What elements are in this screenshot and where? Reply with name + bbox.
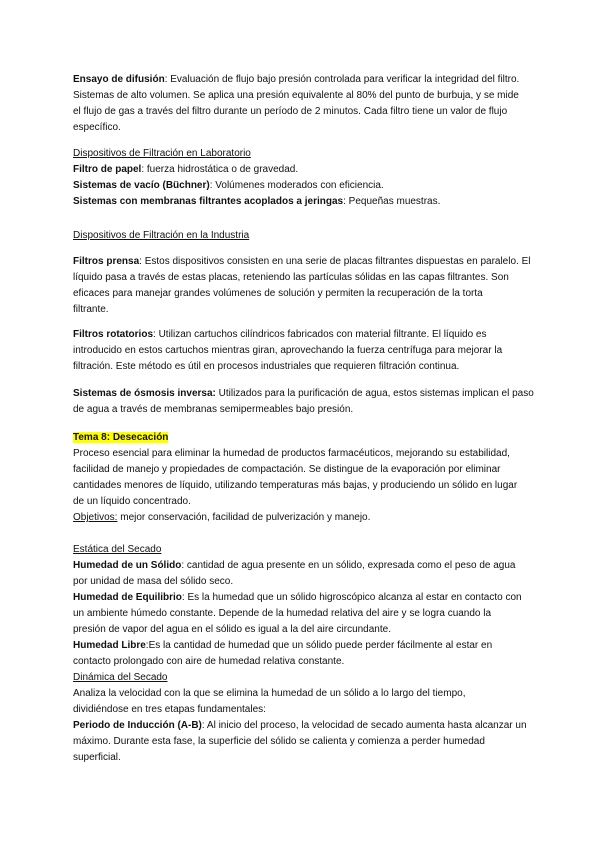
industry-section — [73, 228, 528, 244]
text-line: : cantidad de agua presente en un sólido, expresada como el peso de agua — [181, 560, 516, 571]
item-title: Filtro de papel — [73, 164, 142, 175]
text-line: : Es la humedad que un sólido higroscópico alcanza al estar en contacto con — [181, 592, 522, 603]
text-line: : fuerza hidrostática o de gravedad. — [141, 164, 299, 175]
text-line: : Volúmenes moderados con eficiencia. — [209, 180, 384, 191]
rotary-filters-paragraph — [73, 327, 528, 375]
objectives-label: Objetivos: — [73, 512, 118, 523]
text-line: específico. — [73, 122, 121, 133]
section-heading: Estática del Secado — [73, 544, 162, 555]
section-heading: Dispositivos de Filtración en Laboratorio — [73, 148, 251, 159]
section-heading: Dispositivos de Filtración en la Industria — [73, 230, 250, 241]
text-line: filtrante. — [73, 304, 109, 315]
text-line: máximo. Durante esta fase, la superficie del sólido se calienta y comienza a perder humedad — [73, 736, 485, 747]
text-line: de un líquido concentrado. — [73, 496, 191, 507]
text-line: facilidad de manejo y propiedades de compactación. Se distingue de la evaporación por eliminar — [73, 464, 501, 475]
text-line: filtración. Este método es útil en procesos industriales que requieren filtración continua. — [73, 361, 460, 372]
item-title: Sistemas de ósmosis inversa: — [73, 388, 216, 399]
statics-section — [73, 542, 528, 766]
text-line: Utilizados para la purificación de agua, estos sistemas implican el paso — [215, 388, 534, 399]
tema8-section — [73, 430, 528, 526]
reverse-osmosis-paragraph — [73, 386, 534, 418]
text-line: introducido en estos cartuchos mientras giran, aprovechando la fuerza centrífuga para mejorar la — [73, 345, 503, 356]
item-title: Periodo de Inducción (A-B) — [73, 720, 202, 731]
text-line: un ambiente húmedo constante. Depende de la humedad relativa del aire y se logra cuando la — [73, 608, 492, 619]
text-line: Proceso esencial para eliminar la humedad de productos farmacéuticos, mejorando su estabilidad, — [73, 448, 510, 459]
section-heading: Dinámica del Secado — [73, 672, 168, 683]
text-line: por unidad de masa del sólido seco. — [73, 576, 234, 587]
item-title: Humedad de Equilibrio — [73, 592, 182, 603]
text-line: : Utilizan cartuchos cilíndricos fabricados con material filtrante. El líquido es — [153, 329, 487, 340]
tema8-title: Tema 8: Desecación — [73, 432, 169, 443]
text-line: Analiza la velocidad con la que se elimina la humedad de un sólido a lo largo del tiempo, — [73, 688, 466, 699]
text-line: dividiéndose en tres etapas fundamentales: — [73, 704, 266, 715]
text-line: el flujo de gas a través del filtro durante un período de 2 minutos. Cada filtro tiene un valor de flujo — [73, 106, 508, 117]
text-line: : Evaluación de flujo bajo presión controlada para verificar la integridad del filtro. — [164, 74, 520, 85]
text-line: : Estos dispositivos consisten en una serie de placas filtrantes dispuestas en paralelo. El — [139, 256, 531, 267]
text-line: presión de vapor del agua en el sólido es igual a la del aire circundante. — [73, 624, 391, 635]
press-filters-paragraph — [73, 254, 531, 318]
diffusion-title: Ensayo de difusión — [73, 74, 165, 85]
text-line: eficaces para manejar grandes volúmenes de solución y permiten la recuperación de la torta — [73, 288, 483, 299]
text-line: contacto prolongado con aire de humedad relativa constante. — [73, 656, 345, 667]
item-title: Humedad de un Sólido — [73, 560, 182, 571]
diffusion-paragraph — [73, 72, 528, 136]
item-title: Sistemas de vacío (Büchner) — [73, 180, 210, 191]
item-title: Filtros prensa — [73, 256, 140, 267]
item-title: Sistemas con membranas filtrantes acoplados a jeringas — [73, 196, 344, 207]
text-line: de agua a través de membranas semipermeables bajo presión. — [73, 404, 354, 415]
text-line: Sistemas de alto volumen. Se aplica una presión equivalente al 80% del punto de burbuja, y se mide — [73, 90, 519, 101]
text-line: : Pequeñas muestras. — [343, 196, 441, 207]
text-line: mejor conservación, facilidad de pulverización y manejo. — [117, 512, 371, 523]
item-title: Filtros rotatorios — [73, 329, 154, 340]
text-line: superficial. — [73, 752, 121, 763]
text-line: cantidades menores de líquido, utilizando temperaturas más bajas, y produciendo un sólido en lugar — [73, 480, 518, 491]
text-line: :Es la cantidad de humedad que un sólido puede perder fácilmente al estar en — [145, 640, 493, 651]
text-line: : Al inicio del proceso, la velocidad de secado aumenta hasta alcanzar un — [201, 720, 527, 731]
lab-section — [73, 146, 528, 210]
text-line: líquido pasa a través de estas placas, reteniendo las partículas sólidas en las capas filtrantes. Son — [73, 272, 509, 283]
item-title: Humedad Libre — [73, 640, 146, 651]
